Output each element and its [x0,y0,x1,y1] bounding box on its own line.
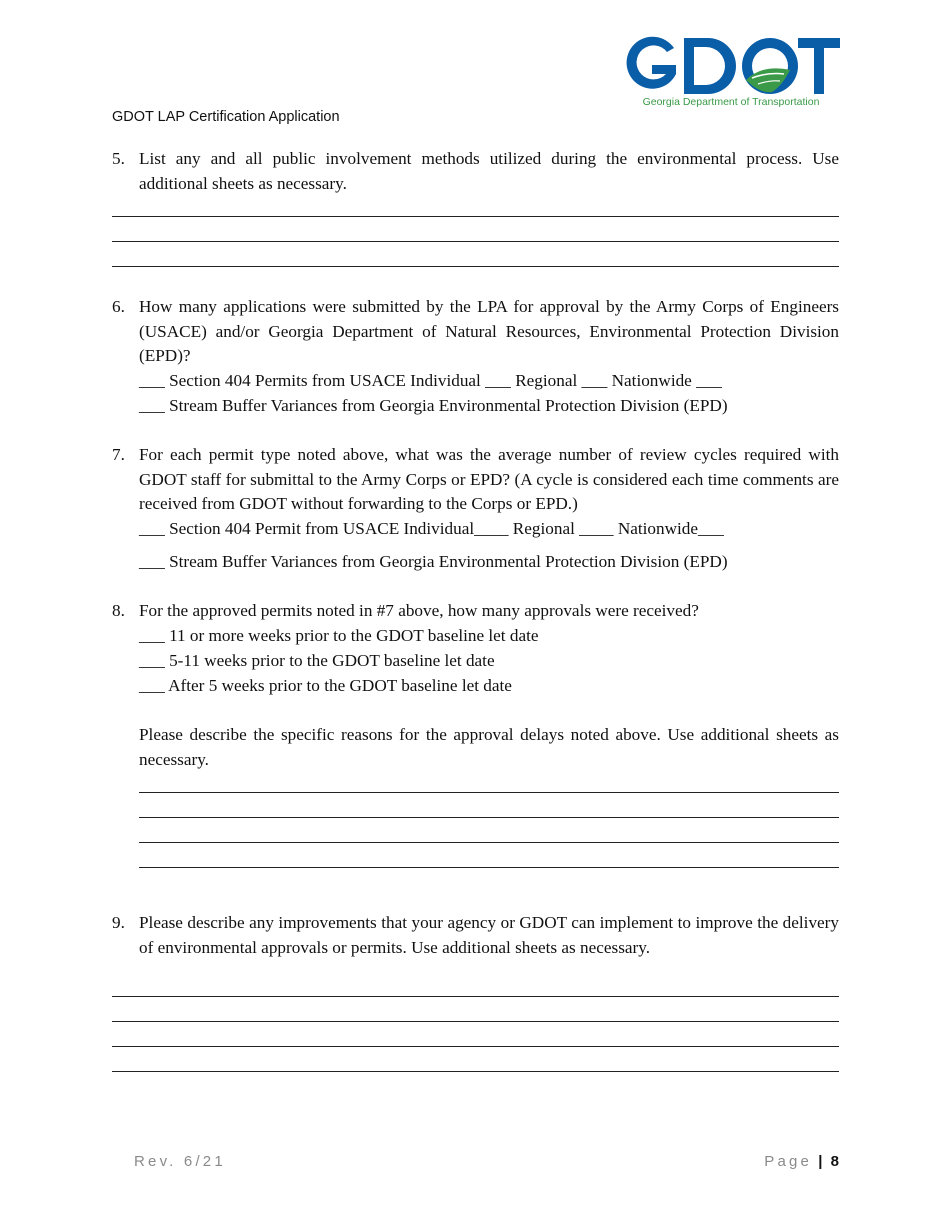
page-number: 8 [830,1153,839,1170]
question-6-section-404-line[interactable]: ___ Section 404 Permits from USACE Individual ___ Regional ___ Nationwide ___ [139,371,722,390]
question-5-text: List any and all public involvement methods utilized during the environmental process. Use additional sheets as necessary. [139,149,839,193]
answer-line[interactable] [139,842,839,843]
question-7-number: 7. [112,445,125,464]
answer-line[interactable] [112,1046,839,1047]
page-label: Page [764,1153,813,1170]
document-title: GDOT LAP Certification Application [112,109,340,125]
answer-line[interactable] [112,266,839,267]
question-5 [112,147,839,196]
answer-line[interactable] [139,792,839,793]
question-8-option-after-5-weeks[interactable]: ___ After 5 weeks prior to the GDOT baseline let date [139,676,512,695]
question-7-text: For each permit type noted above, what was the average number of review cycles required with GDOT staff for submittal to the Army Corps or EPD? (A cycle is considered each time comments are received from GDOT without forwarding to the Corps or EPD.) [139,445,839,514]
question-7 [112,443,839,517]
gdot-logo [622,34,840,110]
question-6-text: How many applications were submitted by the LPA for approval by the Army Corps of Engineers (USACE) and/or Georgia Department of Natural Resources, Environmental Protection Division (EPD)? [139,297,839,366]
answer-line[interactable] [112,241,839,242]
gdot-logo-mark [622,34,840,96]
logo-subtitle: Georgia Department of Transportation [642,96,820,108]
answer-line[interactable] [112,1071,839,1072]
page-indicator [764,1153,839,1170]
question-8-option-11-plus-weeks[interactable]: ___ 11 or more weeks prior to the GDOT baseline let date [139,626,539,645]
question-5-number: 5. [112,149,125,168]
question-8-followup: Please describe the specific reasons for the approval delays noted above. Use additional sheets as necessary. [139,725,839,769]
question-8 [112,599,839,624]
answer-line[interactable] [139,817,839,818]
question-9-text: Please describe any improvements that your agency or GDOT can implement to improve the delivery of environmental approvals or permits. Use additional sheets as necessary. [139,913,839,957]
question-9-number: 9. [112,913,125,932]
answer-line[interactable] [112,996,839,997]
question-7-section-404-line[interactable]: ___ Section 404 Permit from USACE Individual____ Regional ____ Nationwide___ [139,519,724,538]
answer-line[interactable] [139,867,839,868]
question-6-stream-buffer-line[interactable]: ___ Stream Buffer Variances from Georgia Environmental Protection Division (EPD) [139,396,728,415]
question-8-text: For the approved permits noted in #7 above, how many approvals were received? [139,601,699,620]
revision-label: Rev. 6/21 [134,1153,226,1170]
question-6-number: 6. [112,297,125,316]
question-8-option-5-11-weeks[interactable]: ___ 5-11 weeks prior to the GDOT baseline let date [139,651,495,670]
question-9 [112,911,839,960]
answer-line[interactable] [112,216,839,217]
question-8-number: 8. [112,601,125,620]
page-separator: | [818,1153,823,1170]
question-7-stream-buffer-line[interactable]: ___ Stream Buffer Variances from Georgia Environmental Protection Division (EPD) [139,552,728,571]
question-6 [112,295,839,369]
answer-line[interactable] [112,1021,839,1022]
